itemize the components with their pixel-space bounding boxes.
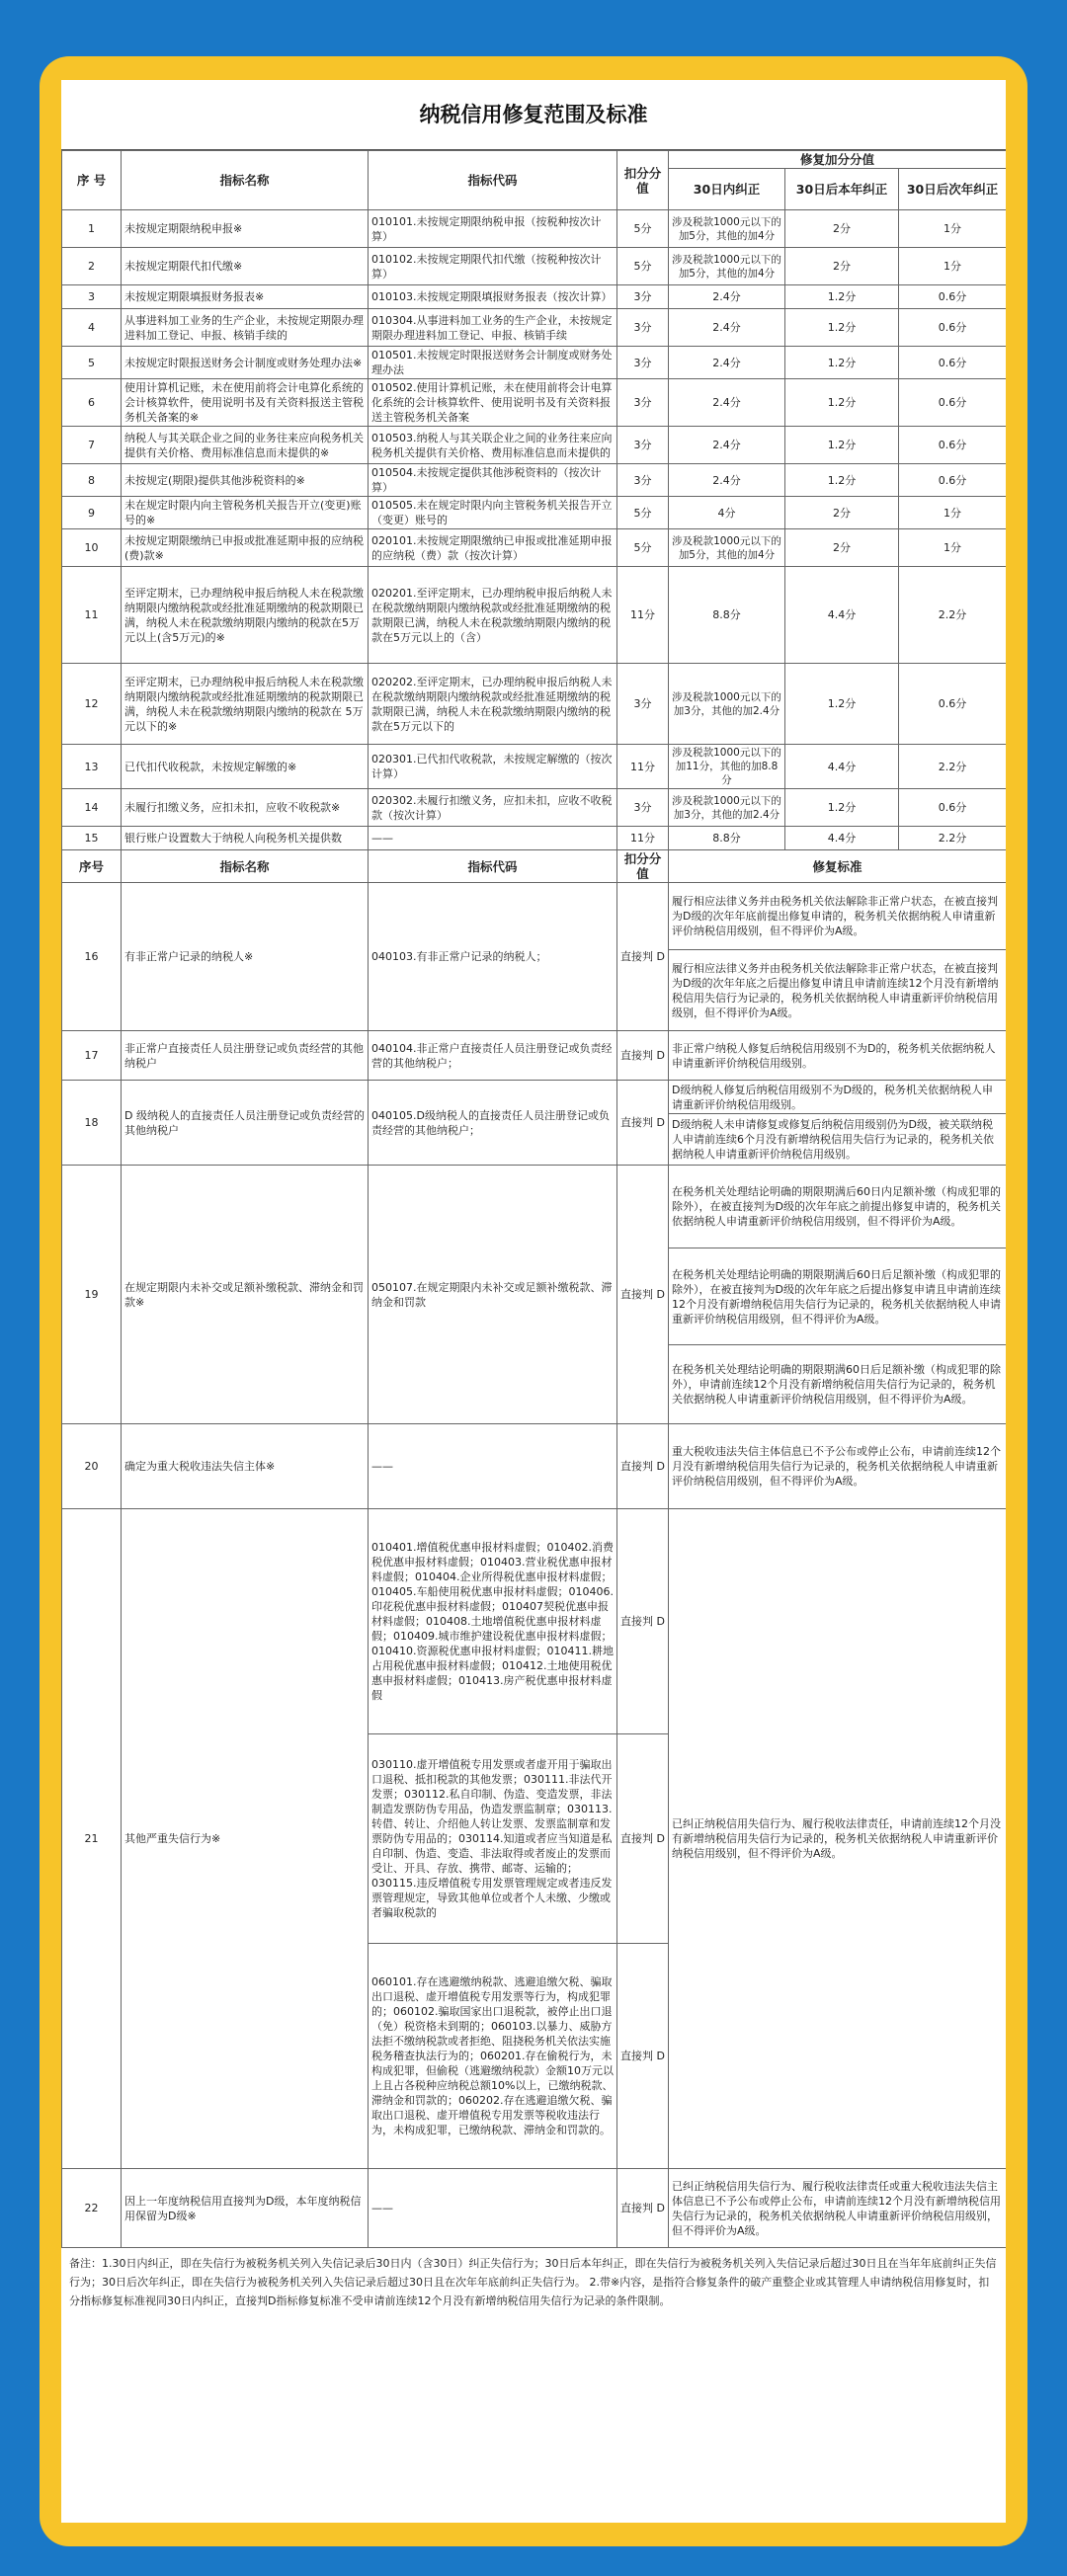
row16-code: 040103.有非正常户记录的纳税人； <box>369 883 617 1031</box>
row17-deduct: 直接判 D <box>617 1031 669 1081</box>
row16-standard-b: 履行相应法律义务并由税务机关依法解除非正常户状态，在被直接判为D级的次年年底之后提出修复申请且申请前连续12个月没有新增纳税信用失信行为记录的，税务机关依据纳税人申请重新评价纳税信用级别，但不得评价为A级。 <box>669 950 1007 1031</box>
row21-code-c: 060101.存在逃避缴纳税款、逃避追缴欠税、骗取出口退税、虚开增值税专用发票等行为，构成犯罪的；060102.骗取国家出口退税款，被停止出口退（免）税资格未到期的；060103.以暴力、威胁方法拒不缴纳税款或者拒绝、阻挠税务机关依法实施税务稽查执法行为的；060201.存在偷税行为，未构成犯罪，但偷税（逃避缴纳税款）金额10万元以上且占各税种应纳税总额10%以上，已缴纳税款、滞纳金和罚款的；060202.存在逃避追缴欠税、骗取出口退税、虚开增值税专用发票等税收违法行为，未构成犯罪，已缴纳税款、滞纳金和罚款的。 <box>369 1944 617 2169</box>
row-code: 010504.未按规定提供其他涉税资料的（按次计算） <box>369 464 617 497</box>
row-deduct: 5分 <box>617 248 669 285</box>
row-within30: 8.8分 <box>669 567 785 664</box>
table-row <box>62 427 1007 464</box>
row19-name: 在规定期限内未补交或足额补缴税款、滞纳金和罚款※ <box>122 1166 369 1424</box>
row-after30-next: 0.6分 <box>899 285 1007 309</box>
row-seq: 14 <box>62 789 122 827</box>
row-after30-this: 4.4分 <box>785 745 899 789</box>
row-seq: 3 <box>62 285 122 309</box>
row-after30-next: 1分 <box>899 210 1007 248</box>
row-after30-this: 1.2分 <box>785 664 899 745</box>
row-after30-this: 1.2分 <box>785 285 899 309</box>
row20-code: —— <box>369 1424 617 1509</box>
row-within30: 2.4分 <box>669 427 785 464</box>
row-code: 020302.未履行扣缴义务，应扣未扣，应收不收税款（按次计算） <box>369 789 617 827</box>
document-sheet <box>61 80 1006 2523</box>
row-within30: 8.8分 <box>669 827 785 850</box>
row-after30-next: 1分 <box>899 248 1007 285</box>
header-deduct: 扣分分值 <box>617 151 669 210</box>
row-name: 至评定期末，已办理纳税申报后纳税人未在税款缴纳期限内缴纳税款或经批准延期缴纳的税款期限已满，纳税人未在税款缴纳期限内缴纳的税款在5万元以上(含5万元)的※ <box>122 567 369 664</box>
row-after30-next: 0.6分 <box>899 427 1007 464</box>
row-after30-this: 1.2分 <box>785 347 899 379</box>
row-deduct: 3分 <box>617 789 669 827</box>
row-seq: 2 <box>62 248 122 285</box>
row-within30: 2.4分 <box>669 464 785 497</box>
row-within30: 2.4分 <box>669 379 785 427</box>
row-code: 020201.至评定期末，已办理纳税申报后纳税人未在税款缴纳期限内缴纳税款或经批准延期缴纳的税款期限已满，纳税人未在税款缴纳期限内缴纳的税款在5万元以上的（含） <box>369 567 617 664</box>
row19-deduct: 直接判 D <box>617 1166 669 1424</box>
row16-standard-a: 履行相应法律义务并由税务机关依法解除非正常户状态，在被直接判为D级的次年年底前提出修复申请的，税务机关依据纳税人申请重新评价纳税信用级别，但不得评价为A级。 <box>669 883 1007 950</box>
row-after30-this: 2分 <box>785 497 899 529</box>
row-name: 未按规定期限代扣代缴※ <box>122 248 369 285</box>
row-name: 未履行扣缴义务，应扣未扣，应收不收税款※ <box>122 789 369 827</box>
row-deduct: 11分 <box>617 567 669 664</box>
row-deduct: 11分 <box>617 745 669 789</box>
row22-name: 因上一年度纳税信用直接判为D级，本年度纳税信用保留为D级※ <box>122 2169 369 2248</box>
table-row <box>62 529 1007 567</box>
row-seq: 4 <box>62 309 122 347</box>
row16-name: 有非正常户记录的纳税人※ <box>122 883 369 1031</box>
header-within30: 30日内纠正 <box>669 169 785 210</box>
header2-name: 指标名称 <box>122 850 369 883</box>
row-within30: 涉及税款1000元以下的加5分，其他的加4分 <box>669 529 785 567</box>
row-within30: 2.4分 <box>669 309 785 347</box>
row-deduct: 3分 <box>617 379 669 427</box>
row18-seq: 18 <box>62 1081 122 1166</box>
table-row <box>62 248 1007 285</box>
row-code: 010505.未在规定时限内向主管税务机关报告开立（变更）账号的 <box>369 497 617 529</box>
row-name: 未按规定期限纳税申报※ <box>122 210 369 248</box>
row-name: 已代扣代收税款，未按规定解缴的※ <box>122 745 369 789</box>
row-name: 未按规定期限填报财务报表※ <box>122 285 369 309</box>
row-seq: 15 <box>62 827 122 850</box>
row-after30-this: 4.4分 <box>785 567 899 664</box>
row-after30-this: 1.2分 <box>785 427 899 464</box>
table-row <box>62 379 1007 427</box>
row21-deduct-b: 直接判 D <box>617 1734 669 1944</box>
row-name: 未按规定时限报送财务会计制度或财务处理办法※ <box>122 347 369 379</box>
row-within30: 涉及税款1000元以下的加3分，其他的加2.4分 <box>669 664 785 745</box>
deduction-table <box>61 150 1006 850</box>
row-after30-this: 1.2分 <box>785 464 899 497</box>
row-code: 010101.未按规定期限纳税申报（按税种按次计算） <box>369 210 617 248</box>
row18-standard-a: D级纳税人修复后纳税信用级别不为D级的，税务机关依据纳税人申请重新评价纳税信用级别。 <box>669 1081 1007 1114</box>
row-name: 银行账户设置数大于纳税人向税务机关提供数 <box>122 827 369 850</box>
header-after30-this: 30日后本年纠正 <box>785 169 899 210</box>
row-name: 从事进料加工业务的生产企业，未按规定期限办理进料加工登记、申报、核销手续的 <box>122 309 369 347</box>
row-after30-next: 0.6分 <box>899 379 1007 427</box>
header-name: 指标名称 <box>122 151 369 210</box>
row22-standard: 已纠正纳税信用失信行为、履行税收法律责任或重大税收违法失信主体信息已不予公布或停止公布，申请前连续12个月没有新增纳税信用失信行为记录的，税务机关依据纳税人申请重新评价纳税信用级别，但不得评价为A级。 <box>669 2169 1007 2248</box>
row-after30-this: 1.2分 <box>785 379 899 427</box>
row-within30: 2.4分 <box>669 347 785 379</box>
row-after30-this: 4.4分 <box>785 827 899 850</box>
row20-deduct: 直接判 D <box>617 1424 669 1509</box>
row20-name: 确定为重大税收违法失信主体※ <box>122 1424 369 1509</box>
row17-code: 040104.非正常户直接责任人员注册登记或负责经营的其他纳税户； <box>369 1031 617 1081</box>
header2-deduct: 扣分分值 <box>617 850 669 883</box>
table-row <box>62 464 1007 497</box>
header-code: 指标代码 <box>369 151 617 210</box>
row-name: 纳税人与其关联企业之间的业务往来应向税务机关提供有关价格、费用标准信息而未提供的※ <box>122 427 369 464</box>
row17-standard: 非正常户纳税人修复后纳税信用级别不为D的，税务机关依据纳税人申请重新评价纳税信用级别。 <box>669 1031 1007 1081</box>
row-within30: 涉及税款1000元以下的加11分，其他的加8.8分 <box>669 745 785 789</box>
row-seq: 8 <box>62 464 122 497</box>
row21-seq: 21 <box>62 1509 122 2169</box>
row-after30-this: 1.2分 <box>785 789 899 827</box>
table-row <box>62 497 1007 529</box>
row-deduct: 5分 <box>617 529 669 567</box>
table-row <box>62 664 1007 745</box>
row-deduct: 5分 <box>617 210 669 248</box>
row19-standard-c: 在税务机关处理结论明确的期限期满60日后足额补缴（构成犯罪的除外），申请前连续12个月没有新增纳税信用失信行为记录的，税务机关依据纳税人申请重新评价纳税信用级别，但不得评价为A级。 <box>669 1345 1007 1424</box>
row-within30: 涉及税款1000元以下的加5分，其他的加4分 <box>669 248 785 285</box>
row-after30-this: 2分 <box>785 529 899 567</box>
row-name: 使用计算机记账，未在使用前将会计电算化系统的会计核算软件，使用说明书及有关资料报送主管税务机关备案的※ <box>122 379 369 427</box>
row-after30-this: 1.2分 <box>785 309 899 347</box>
row21-deduct-c: 直接判 D <box>617 1944 669 2169</box>
table-row <box>62 789 1007 827</box>
header2-code: 指标代码 <box>369 850 617 883</box>
row-name: 未按规定(期限)提供其他涉税资料的※ <box>122 464 369 497</box>
row16-deduct: 直接判 D <box>617 883 669 1031</box>
row-seq: 11 <box>62 567 122 664</box>
table-row <box>62 745 1007 789</box>
row-code: 020101.未按规定期限缴纳已申报或批准延期申报的应纳税（费）款（按次计算） <box>369 529 617 567</box>
yellow-frame <box>40 56 1027 2546</box>
row-code: 010103.未按规定期限填报财务报表（按次计算） <box>369 285 617 309</box>
row-code: 010501.未按规定时限报送财务会计制度或财务处理办法 <box>369 347 617 379</box>
row-name: 未按规定期限缴纳已申报或批准延期申报的应纳税(费)款※ <box>122 529 369 567</box>
row-code: 020202.至评定期末，已办理纳税申报后纳税人未在税款缴纳期限内缴纳税款或经批准延期缴纳的税款期限已满，纳税人未在税款缴纳期限内缴纳的税款在5万元以下的 <box>369 664 617 745</box>
row-after30-next: 1分 <box>899 529 1007 567</box>
row-name: 未在规定时限内向主管税务机关报告开立(变更)账号的※ <box>122 497 369 529</box>
header-after30-next: 30日后次年纠正 <box>899 169 1007 210</box>
row-after30-next: 2.2分 <box>899 745 1007 789</box>
row20-standard: 重大税收违法失信主体信息已不予公布或停止公布，申请前连续12个月没有新增纳税信用失信行为记录的，税务机关依据纳税人申请重新评价纳税信用级别，但不得评价为A级。 <box>669 1424 1007 1509</box>
table-row <box>62 309 1007 347</box>
row19-code: 050107.在规定期限内未补交或足额补缴税款、滞纳金和罚款 <box>369 1166 617 1424</box>
row-name: 至评定期末，已办理纳税申报后纳税人未在税款缴纳期限内缴纳税款或经批准延期缴纳的税款期限已满，纳税人未在税款缴纳期限内缴纳的税款在 5万元以下的※ <box>122 664 369 745</box>
row21-name: 其他严重失信行为※ <box>122 1509 369 2169</box>
row-within30: 4分 <box>669 497 785 529</box>
row-seq: 6 <box>62 379 122 427</box>
row18-code: 040105.D级纳税人的直接责任人员注册登记或负责经营的其他纳税户； <box>369 1081 617 1166</box>
row-deduct: 3分 <box>617 285 669 309</box>
row-seq: 1 <box>62 210 122 248</box>
row17-seq: 17 <box>62 1031 122 1081</box>
header2-standard: 修复标准 <box>669 850 1007 883</box>
row22-seq: 22 <box>62 2169 122 2248</box>
row18-standard-b: D级纳税人未申请修复或修复后纳税信用级别仍为D级，被关联纳税人申请前连续6个月没有新增纳税信用失信行为记录的，税务机关依据纳税人申请重新评价纳税信用级别。 <box>669 1114 1007 1166</box>
row21-code-a: 010401.增值税优惠申报材料虚假；010402.消费税优惠申报材料虚假；010403.营业税优惠申报材料虚假；010404.企业所得税优惠申报材料虚假；010405.车船使用税优惠申报材料虚假；010406.印花税优惠申报材料虚假；010407契税优惠申报材料虚假；010408.土地增值税优惠申报材料虚假；010409.城市维护建设税优惠申报材料虚假；010410.资源税优惠申报材料虚假；010411.耕地占用税优惠申报材料虚假；010412.土地使用税优惠申报材料虚假；010413.房产税优惠申报材料虚假 <box>369 1509 617 1734</box>
row-after30-next: 0.6分 <box>899 309 1007 347</box>
row-after30-this: 2分 <box>785 248 899 285</box>
header-repair-score: 修复加分分值 <box>669 151 1007 169</box>
row-deduct: 3分 <box>617 309 669 347</box>
row-deduct: 3分 <box>617 347 669 379</box>
row-code: 010304.从事进料加工业务的生产企业，未按规定期限办理进料加工登记、申报、核销手续 <box>369 309 617 347</box>
row19-standard-a: 在税务机关处理结论明确的期限期满后60日内足额补缴（构成犯罪的除外），在被直接判为D级的次年年底之前提出修复申请的，税务机关依据纳税人申请重新评价纳税信用级别，但不得评价为A级。 <box>669 1166 1007 1248</box>
row-after30-next: 2.2分 <box>899 827 1007 850</box>
row-seq: 13 <box>62 745 122 789</box>
row-code: —— <box>369 827 617 850</box>
row-after30-this: 2分 <box>785 210 899 248</box>
row-after30-next: 0.6分 <box>899 347 1007 379</box>
row-after30-next: 0.6分 <box>899 664 1007 745</box>
row-seq: 9 <box>62 497 122 529</box>
row-seq: 12 <box>62 664 122 745</box>
header2-seq: 序号 <box>62 850 122 883</box>
row21-standard: 已纠正纳税信用失信行为、履行税收法律责任，申请前连续12个月没有新增纳税信用失信行为记录的，税务机关依据纳税人申请重新评价纳税信用级别，但不得评价为A级。 <box>669 1509 1007 2169</box>
row-deduct: 3分 <box>617 664 669 745</box>
row20-seq: 20 <box>62 1424 122 1509</box>
row-code: 010102.未按规定期限代扣代缴（按税种按次计算） <box>369 248 617 285</box>
table-row <box>62 347 1007 379</box>
row-after30-next: 1分 <box>899 497 1007 529</box>
row22-code: —— <box>369 2169 617 2248</box>
footnote: 备注：1.30日内纠正，即在失信行为被税务机关列入失信记录后30日内（含30日）纠正失信行为；30日后本年纠正，即在失信行为被税务机关列入失信记录后超过30日且在当年年底前纠正失信行为；30日后次年纠正，即在失信行为被税务机关列入失信记录后超过30日且在次年年底前纠正失信行为。 2.带※内容，是指符合修复条件的破产重整企业或其管理人申请纳税信用修复时，扣分指标修复标准视同30日内纠正，直接判D指标修复标准不受申请前连续12个月没有新增纳税信用失信行为记录的条件限制。 <box>69 2257 997 2307</box>
row18-name: D 级纳税人的直接责任人员注册登记或负责经营的其他纳税户 <box>122 1081 369 1166</box>
row19-seq: 19 <box>62 1166 122 1424</box>
row17-name: 非正常户直接责任人员注册登记或负责经营的其他纳税户 <box>122 1031 369 1081</box>
table-row <box>62 210 1007 248</box>
row-deduct: 3分 <box>617 427 669 464</box>
row-within30: 2.4分 <box>669 285 785 309</box>
row-seq: 7 <box>62 427 122 464</box>
row21-deduct-a: 直接判 D <box>617 1509 669 1734</box>
row-code: 010503.纳税人与其关联企业之间的业务往来应向税务机关提供有关价格、费用标准信息而未提供的 <box>369 427 617 464</box>
row-within30: 涉及税款1000元以下的加3分，其他的加2.4分 <box>669 789 785 827</box>
row-code: 010502.使用计算机记账，未在使用前将会计电算化系统的会计核算软件、使用说明书及有关资料报送主管税务机关备案 <box>369 379 617 427</box>
row19-standard-b: 在税务机关处理结论明确的期限期满后60日后足额补缴（构成犯罪的除外），在被直接判为D级的次年年底之后提出修复申请且申请前连续12个月没有新增纳税信用失信行为记录的，税务机关依据纳税人申请重新评价纳税信用级别，但不得评价为A级。 <box>669 1248 1007 1345</box>
direct-d-table <box>61 849 1006 2248</box>
row-seq: 5 <box>62 347 122 379</box>
row-within30: 涉及税款1000元以下的加5分，其他的加4分 <box>669 210 785 248</box>
row-deduct: 5分 <box>617 497 669 529</box>
row-deduct: 11分 <box>617 827 669 850</box>
row-after30-next: 2.2分 <box>899 567 1007 664</box>
row-code: 020301.已代扣代收税款，未按规定解缴的（按次计算） <box>369 745 617 789</box>
header-seq: 序 号 <box>62 151 122 210</box>
row18-deduct: 直接判 D <box>617 1081 669 1166</box>
row-seq: 10 <box>62 529 122 567</box>
row22-deduct: 直接判 D <box>617 2169 669 2248</box>
row-deduct: 3分 <box>617 464 669 497</box>
page-title: 纳税信用修复范围及标准 <box>61 80 1006 150</box>
table-row <box>62 827 1007 850</box>
row21-code-b: 030110.虚开增值税专用发票或者虚开用于骗取出口退税、抵扣税款的其他发票；030111.非法代开发票；030112.私自印制、伪造、变造发票，非法制造发票防伪专用品，伪造发票监制章；030113.转借、转让、介绍他人转让发票、发票监制章和发票防伪专用品的；030114.知道或者应当知道是私自印制、伪造、变造、非法取得或者废止的发票而受让、开具、存放、携带、邮寄、运输的；030115.违反增值税专用发票管理规定或者违反发票管理规定，导致其他单位或者个人未缴、少缴或者骗取税款的 <box>369 1734 617 1944</box>
row-after30-next: 0.6分 <box>899 464 1007 497</box>
row16-seq: 16 <box>62 883 122 1031</box>
table-row <box>62 567 1007 664</box>
row-after30-next: 0.6分 <box>899 789 1007 827</box>
table-row <box>62 285 1007 309</box>
